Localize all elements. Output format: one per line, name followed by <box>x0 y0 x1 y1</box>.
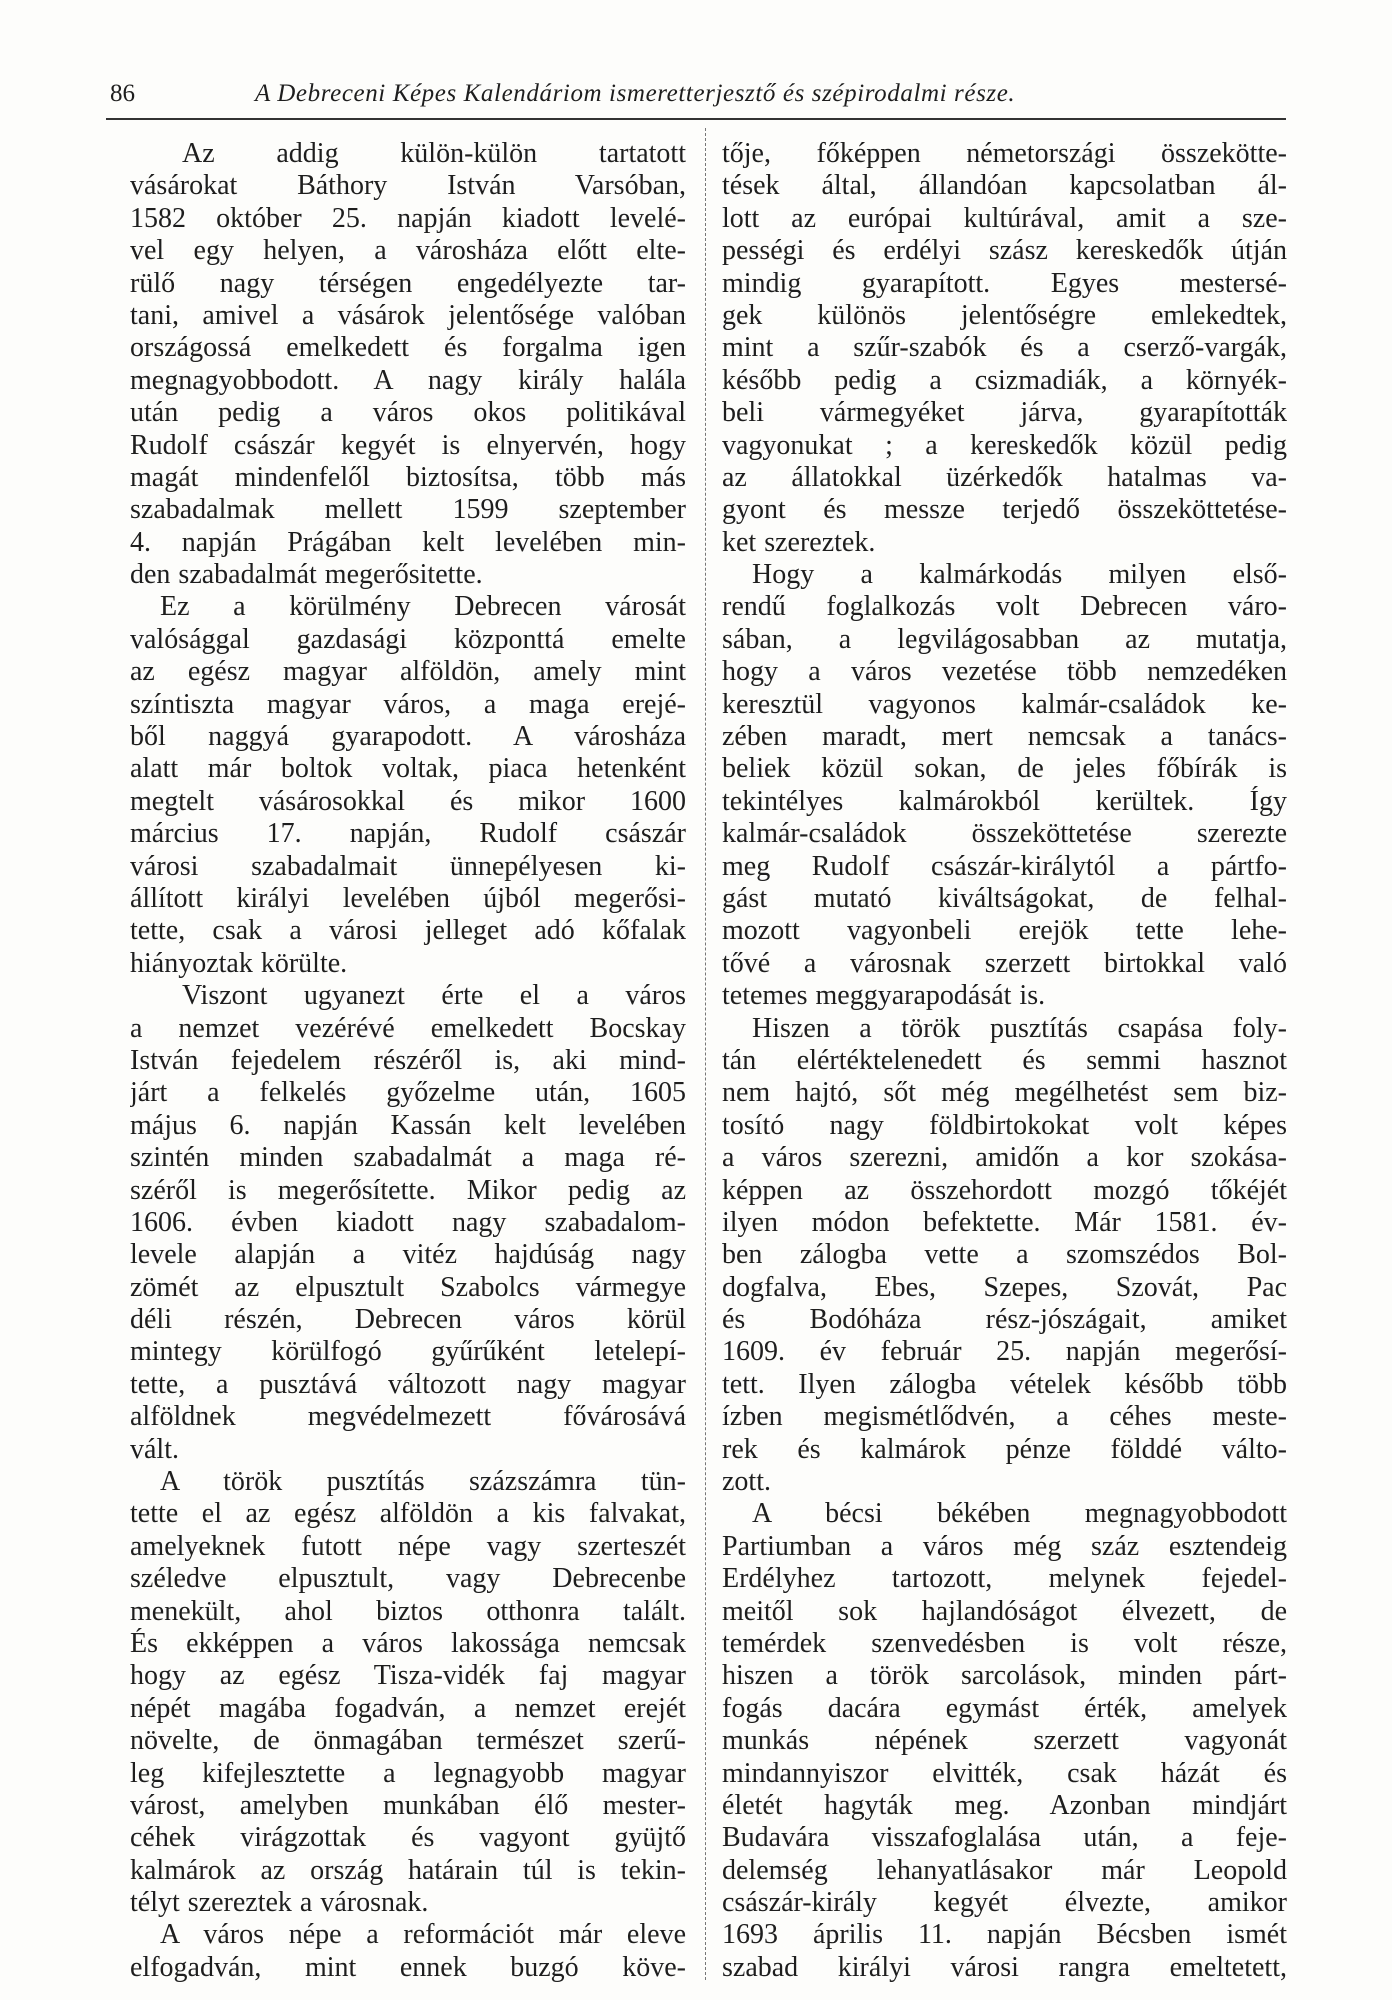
text-line: meg Rudolf császár-királytól a pártfo- <box>722 850 1287 882</box>
text-line: elfogadván, mint ennek buzgó köve- <box>130 1951 686 1983</box>
text-line: télyt szereztek a városnak. <box>130 1887 429 1919</box>
text-line: 4. napján Prágában kelt levelében min- <box>130 526 686 558</box>
text-line: A város népe a reformációt már eleve <box>160 1919 686 1951</box>
paragraph <box>722 1498 1287 1984</box>
text-line: mindannyiszor elvitték, csak házát és <box>722 1757 1287 1789</box>
paragraph <box>722 559 1287 1012</box>
text-line: den szabadalmát megerősitette. <box>130 559 483 591</box>
text-line: delemség lehanyatlásakor már Leopold <box>722 1854 1287 1886</box>
text-line: ilyen módon befektette. Már 1581. év- <box>722 1206 1287 1238</box>
text-line: tán elértéktelenedett és semmi hasznot <box>722 1044 1287 1076</box>
text-line: zott. <box>722 1466 771 1498</box>
text-line: mindig gyarapított. Egyes mestersé- <box>722 267 1287 299</box>
left-column <box>130 138 686 1984</box>
column-divider <box>705 128 706 1980</box>
text-line: És ekképpen a város lakossága nemcsak <box>130 1627 686 1659</box>
text-line: ízben megismétlődvén, a céhes meste- <box>722 1401 1287 1433</box>
header-rule <box>106 118 1286 120</box>
text-line: Ez a körülmény Debrecen városát <box>160 591 686 623</box>
text-line: temérdek szenvedésben is volt része, <box>722 1627 1287 1659</box>
text-line: sában, a legvilágosabban az mutatja, <box>722 623 1287 655</box>
text-line: után pedig a város okos politikával <box>130 397 686 429</box>
text-line: a város szerezni, amidőn a kor szokása- <box>722 1142 1287 1174</box>
text-line: tekintélyes kalmárokból kerültek. Így <box>722 785 1287 817</box>
paragraph <box>130 138 686 591</box>
text-line: megnagyobbodott. A nagy király halála <box>130 364 686 396</box>
text-line: megtelt vásárosokkal és mikor 1600 <box>130 785 686 817</box>
text-line: népét magába fogadván, a nemzet erejét <box>130 1692 686 1724</box>
text-line: mintegy körülfogó gyűrűként letelepí- <box>130 1336 686 1368</box>
text-line: vásárokat Báthory István Varsóban, <box>130 170 686 202</box>
text-line: tette, a pusztává változott nagy magyar <box>130 1368 686 1400</box>
text-line: szabad királyi városi rangra emeltetett, <box>722 1951 1287 1983</box>
text-line: ben zálogba vette a szomszédos Bol- <box>722 1239 1287 1271</box>
text-line: állított királyi levelében újból megerősi- <box>130 882 686 914</box>
text-line: hogy a város vezetése több nemzedéken <box>722 656 1287 688</box>
text-line: István fejedelem részéről is, aki mind- <box>130 1044 686 1076</box>
text-line: rek és kalmárok pénze földdé válto- <box>722 1433 1287 1465</box>
text-line: Erdélyhez tartozott, melynek fejedel- <box>722 1563 1287 1595</box>
text-line: szabadalmak mellett 1599 szeptember <box>130 494 686 526</box>
text-line: március 17. napján, Rudolf császár <box>130 818 686 850</box>
text-line: meitől sok hajlandóságot élvezett, de <box>722 1595 1287 1627</box>
text-line: Az addig külön-külön tartatott <box>182 138 686 169</box>
text-line: Viszont ugyanezt érte el a város <box>182 980 686 1012</box>
text-line: életét hagyták meg. Azonban mindjárt <box>722 1789 1287 1821</box>
text-line: levele alapján a vitéz hajdúság nagy <box>130 1239 686 1271</box>
paragraph <box>130 1466 686 1919</box>
text-line: menekült, ahol biztos otthonra talált. <box>130 1595 686 1627</box>
text-line: mozott vagyonbeli erejök tette lehe- <box>722 915 1287 947</box>
text-line: Hiszen a török pusztítás csapása foly- <box>752 1012 1287 1044</box>
text-line: A bécsi békében megnagyobbodott <box>752 1498 1287 1530</box>
text-line: 1582 október 25. napján kiadott levelé- <box>130 202 686 234</box>
text-line: mint a szűr-szabók és a cserző-vargák, <box>722 332 1287 364</box>
text-line: rülő nagy térségen engedélyezte tar- <box>130 267 686 299</box>
running-title: A Debreceni Képes Kalendáriom ismeretterjesztő és szépirodalmi része. <box>255 80 1016 107</box>
text-line: lott az európai kultúrával, amit a sze- <box>722 202 1287 234</box>
text-line: és Bodóháza rész-jószágait, amiket <box>722 1304 1287 1336</box>
text-line: leg kifejlesztette a legnagyobb magyar <box>130 1757 686 1789</box>
text-line: gyont és messze terjedő összeköttetése- <box>722 494 1287 526</box>
text-line: városi szabadalmait ünnepélyesen ki- <box>130 850 686 882</box>
text-line: tette, csak a városi jelleget adó kőfalak <box>130 915 686 947</box>
text-line: kalmárok az ország határain túl is tekin- <box>130 1854 686 1886</box>
text-line: Budavára visszafoglalása után, a feje- <box>722 1822 1287 1854</box>
text-line: hogy az egész Tisza-vidék faj magyar <box>130 1660 686 1692</box>
text-line: képpen az összehordott mozgó tőkéjét <box>722 1174 1287 1206</box>
text-line: Partiumban a város még száz esztendeig <box>722 1530 1287 1562</box>
text-line: 1693 április 11. napján Bécsben ismét <box>722 1919 1287 1951</box>
text-line: rendű foglalkozás volt Debrecen váro- <box>722 591 1287 623</box>
text-line: fogás dacára egymást érték, amelyek <box>722 1692 1287 1724</box>
text-line: tetemes meggyarapodását is. <box>722 980 1046 1012</box>
text-line: kalmár-családok összeköttetése szerezte <box>722 818 1287 850</box>
text-line: széledve elpusztult, vagy Debrecenbe <box>130 1563 686 1595</box>
text-line: tette el az egész alföldön a kis falvakat, <box>130 1498 686 1530</box>
text-line: alföldnek megvédelmezett fővárosává <box>130 1401 686 1433</box>
text-line: a nemzet vezérévé emelkedett Bocskay <box>130 1012 686 1044</box>
text-line: az egész magyar alföldön, amely mint <box>130 656 686 688</box>
text-line: növelte, de önmagában természet szerű- <box>130 1725 686 1757</box>
text-line: szintén minden szabadalmát a maga ré- <box>130 1142 686 1174</box>
text-line: dogfalva, Ebes, Szepes, Szovát, Pac <box>722 1271 1287 1303</box>
text-line: hiányoztak körülte. <box>130 947 348 979</box>
paragraph <box>130 980 686 1466</box>
text-line: az állatokkal üzérkedők hatalmas va- <box>722 461 1287 493</box>
text-line: céhek virágzottak és vagyont gyüjtő <box>130 1822 686 1854</box>
text-line: tések által, állandóan kapcsolatban ál- <box>722 170 1287 202</box>
text-line: valósággal gazdasági központtá emelte <box>130 623 686 655</box>
text-line: országossá emelkedett és forgalma igen <box>130 332 686 364</box>
text-line: vel egy helyen, a városháza előtt elte- <box>130 235 686 267</box>
text-line: várost, amelyben munkában élő mester- <box>130 1789 686 1821</box>
text-line: tője, főképpen németországi összekötte- <box>722 138 1287 169</box>
text-line: ket szereztek. <box>722 526 876 558</box>
text-line: keresztül vagyonos kalmár-családok ke- <box>722 688 1287 720</box>
text-line: vagyonukat ; a kereskedők közül pedig <box>722 429 1287 461</box>
page-number: 86 <box>110 80 135 107</box>
text-line: tani, amivel a vásárok jelentősége valóban <box>130 299 686 331</box>
paragraph <box>722 138 1287 559</box>
text-line: ből naggyá gyarapodott. A városháza <box>130 721 686 753</box>
text-line: császár-király kegyét élvezte, amikor <box>722 1887 1287 1919</box>
text-line: nem hajtó, sőt még megélhetést sem biz- <box>722 1077 1287 1109</box>
text-line: munkás népének szerzett vagyonát <box>722 1725 1287 1757</box>
text-line: pességi és erdélyi szász kereskedők útján <box>722 235 1287 267</box>
text-line: beli vármegyéket járva, gyarapították <box>722 397 1287 429</box>
paragraph <box>722 1013 1287 1499</box>
text-line: színtiszta magyar város, a maga erejé- <box>130 688 686 720</box>
text-line: május 6. napján Kassán kelt levelében <box>130 1109 686 1141</box>
paragraph <box>130 1919 686 1984</box>
right-column <box>722 138 1287 1984</box>
text-line: tosító nagy földbirtokokat volt képes <box>722 1109 1287 1141</box>
text-line: magát mindenfelől biztosítsa, több más <box>130 461 686 493</box>
text-line: 1606. évben kiadott nagy szabadalom- <box>130 1206 686 1238</box>
text-line: hiszen a török sarcolások, minden párt- <box>722 1660 1287 1692</box>
text-line: gek különös jelentőségre emlekedtek, <box>722 299 1287 331</box>
text-line: 1609. év február 25. napján megerősí- <box>722 1336 1287 1368</box>
text-line: alatt már boltok voltak, piaca hetenként <box>130 753 686 785</box>
text-line: tővé a városnak szerzett birtokkal való <box>722 947 1287 979</box>
text-line: járt a felkelés győzelme után, 1605 <box>130 1077 686 1109</box>
text-line: gást mutató kiváltságokat, de felhal- <box>722 882 1287 914</box>
text-line: beliek közül sokan, de jeles főbírák is <box>722 753 1287 785</box>
text-line: déli részén, Debrecen város körül <box>130 1304 686 1336</box>
text-line: tett. Ilyen zálogba vételek később több <box>722 1368 1287 1400</box>
paragraph <box>130 591 686 980</box>
text-line: Rudolf császár kegyét is elnyervén, hogy <box>130 429 686 461</box>
text-line: zében maradt, mert nemcsak a tanács- <box>722 721 1287 753</box>
text-line: később pedig a csizmadiák, a környék- <box>722 364 1287 396</box>
text-line: Hogy a kalmárkodás milyen első- <box>752 559 1287 591</box>
text-line: A török pusztítás százszámra tün- <box>160 1466 686 1498</box>
text-line: széről is megerősítette. Mikor pedig az <box>130 1174 686 1206</box>
text-line: vált. <box>130 1433 179 1465</box>
text-line: zömét az elpusztult Szabolcs vármegye <box>130 1271 686 1303</box>
text-line: amelyeknek futott népe vagy szerteszét <box>130 1530 686 1562</box>
